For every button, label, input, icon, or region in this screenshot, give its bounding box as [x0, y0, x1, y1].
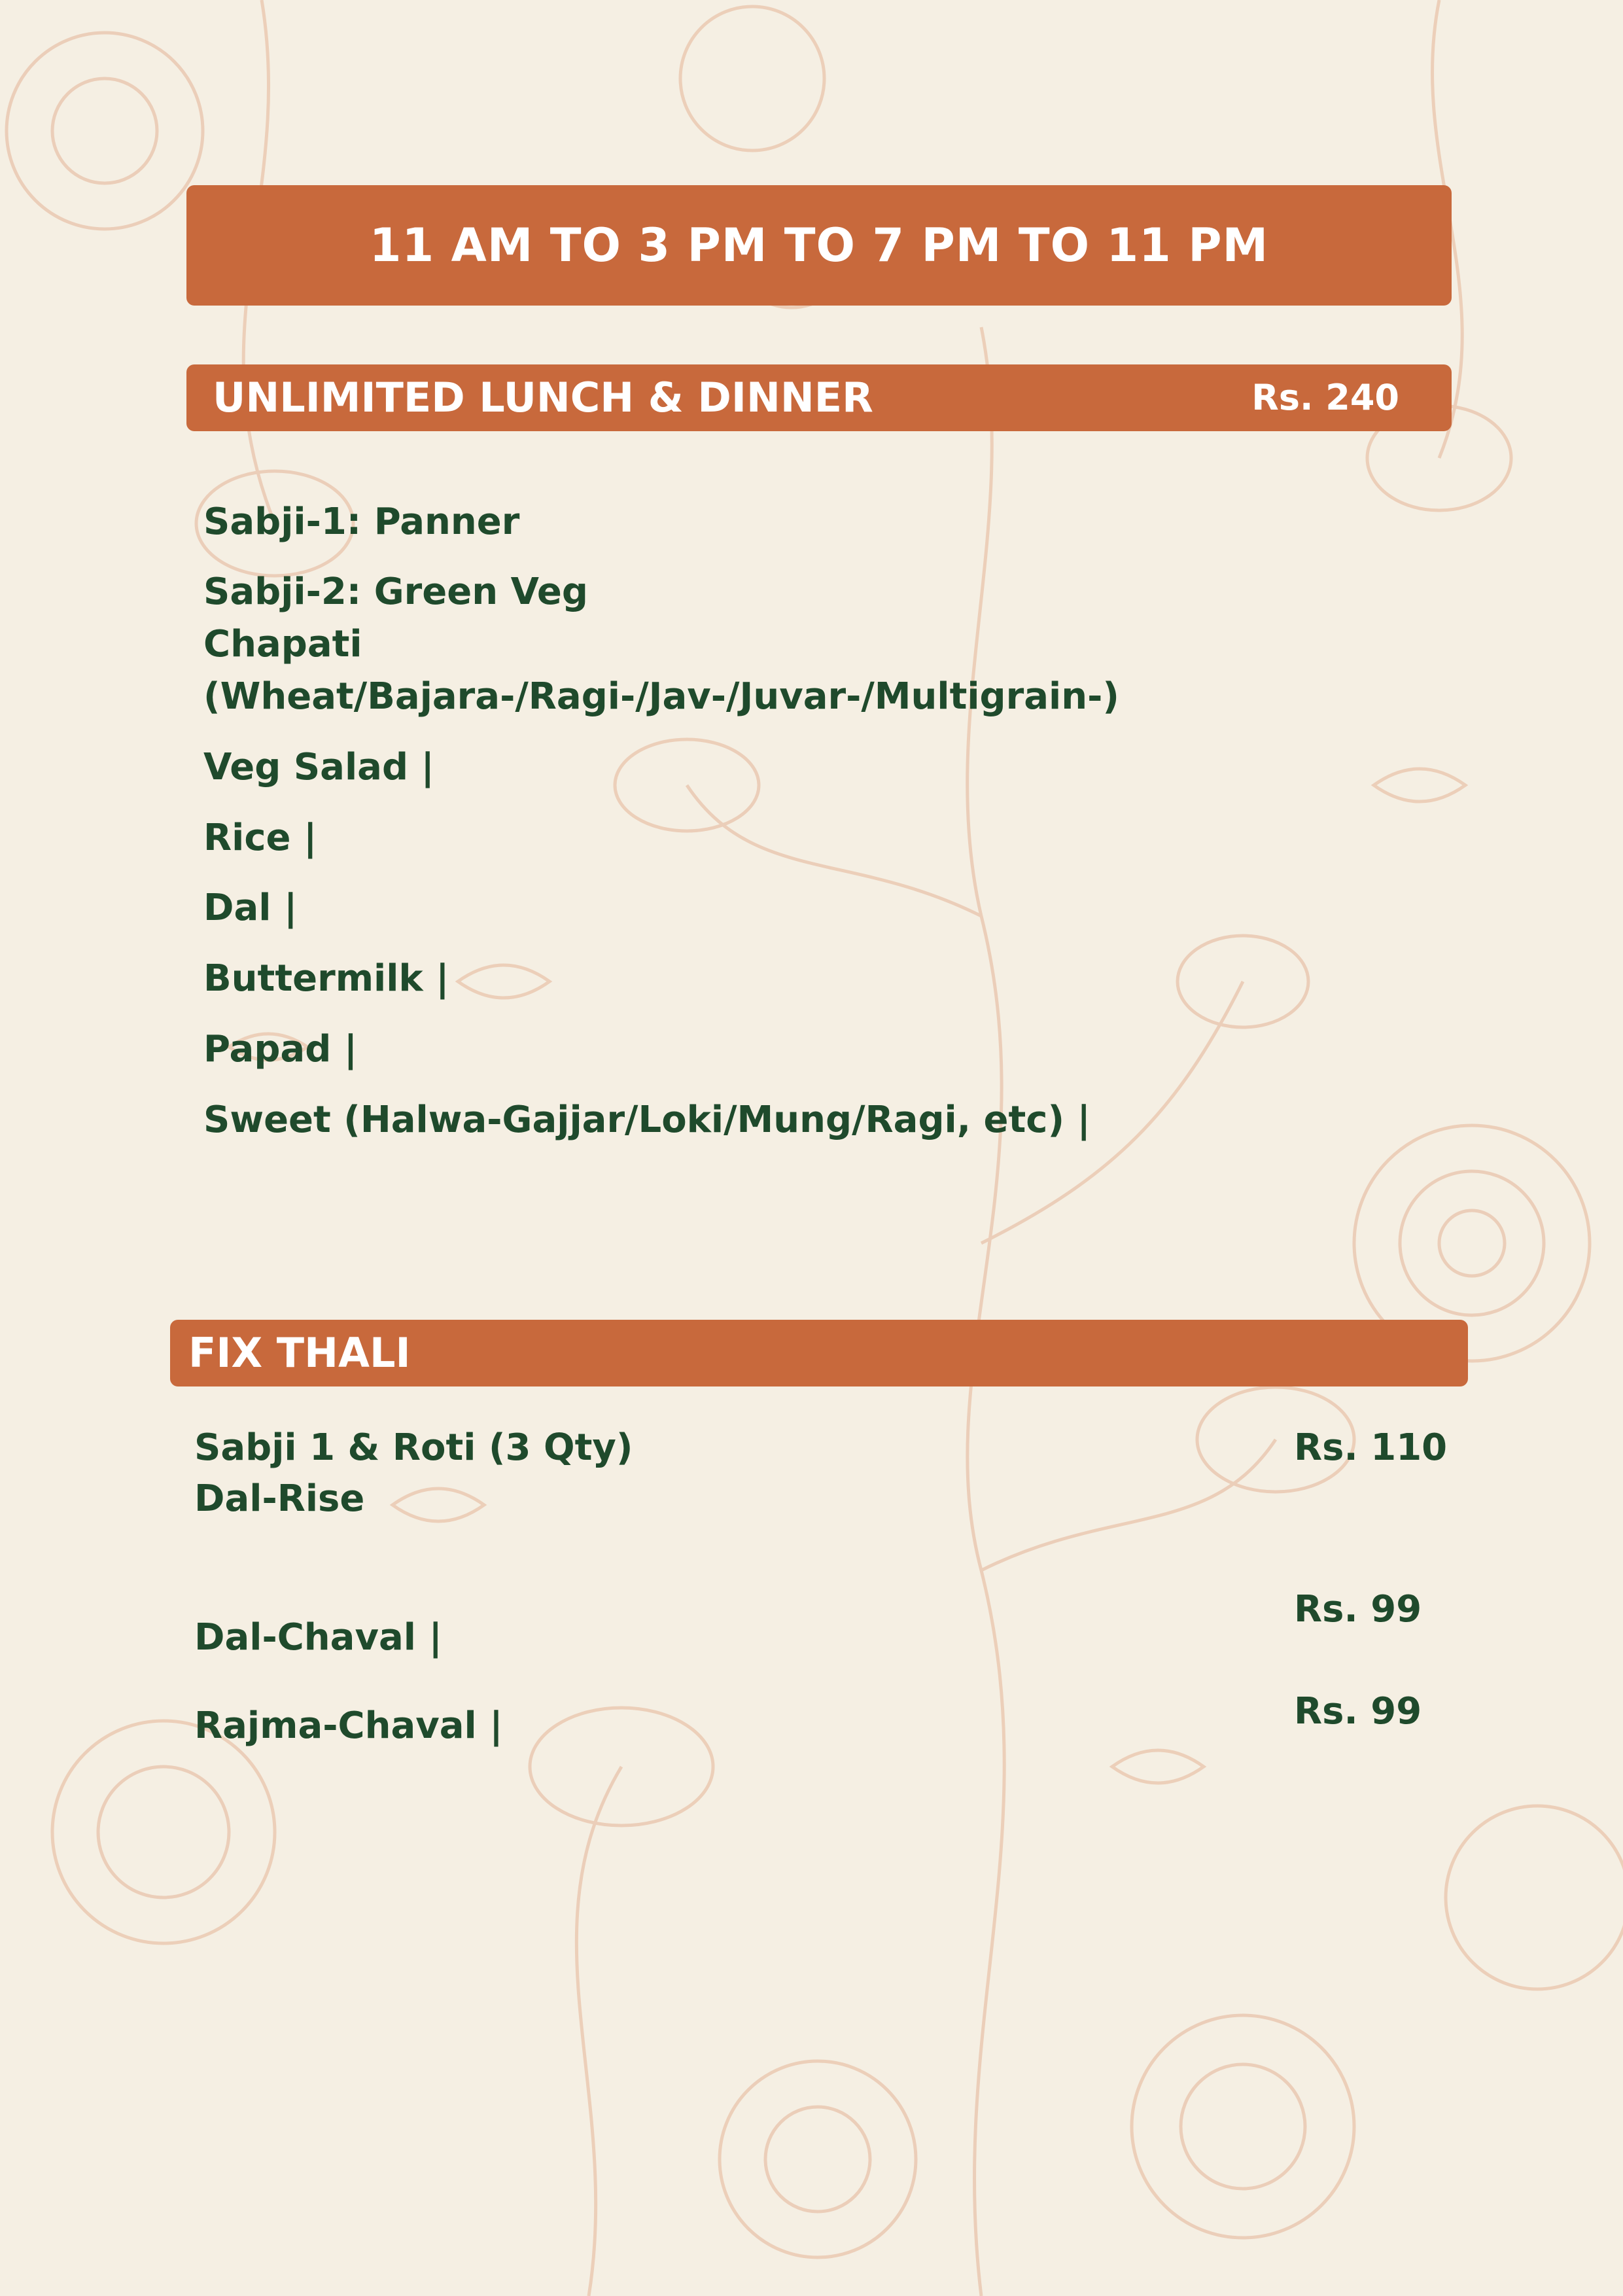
menu-item: Buttermilk | — [203, 957, 449, 1000]
thali-item-price: Rs. 99 — [1294, 1588, 1422, 1631]
hours-banner — [186, 185, 1452, 306]
fix-thali-title: FIX THALI — [188, 1329, 411, 1377]
thali-item-name: Dal-Chaval | — [194, 1616, 442, 1659]
thali-item-price: Rs. 99 — [1294, 1690, 1422, 1733]
unlimited-price: Rs. 240 — [1251, 377, 1399, 418]
thali-item-name: Rajma-Chaval | — [194, 1704, 503, 1747]
fix-thali-header — [170, 1320, 1468, 1386]
unlimited-lunch-dinner-header — [186, 364, 1452, 431]
menu-item: Sabji-2: Green Veg — [203, 571, 588, 613]
menu-item: Papad | — [203, 1028, 358, 1070]
menu-item: Sweet (Halwa-Gajjar/Loki/Mung/Ragi, etc) | — [203, 1099, 1091, 1141]
menu-item: Chapati — [203, 623, 362, 665]
thali-item-price: Rs. 110 — [1294, 1426, 1448, 1469]
unlimited-section-title: UNLIMITED LUNCH & DINNER — [213, 374, 873, 421]
thali-item-name: Dal-Rise — [194, 1477, 365, 1520]
hours-text: 11 AM TO 3 PM TO 7 PM TO 11 PM — [369, 219, 1269, 272]
thali-item-name: Sabji 1 & Roti (3 Qty) — [194, 1426, 633, 1469]
menu-item: Dal | — [203, 887, 298, 929]
menu-item: Sabji-1: Panner — [203, 501, 520, 543]
menu-item: (Wheat/Bajara-/Ragi-/Jav-/Juvar-/Multigrain-) — [203, 675, 1119, 718]
menu-item: Rice | — [203, 817, 317, 859]
menu-item: Veg Salad | — [203, 746, 434, 788]
